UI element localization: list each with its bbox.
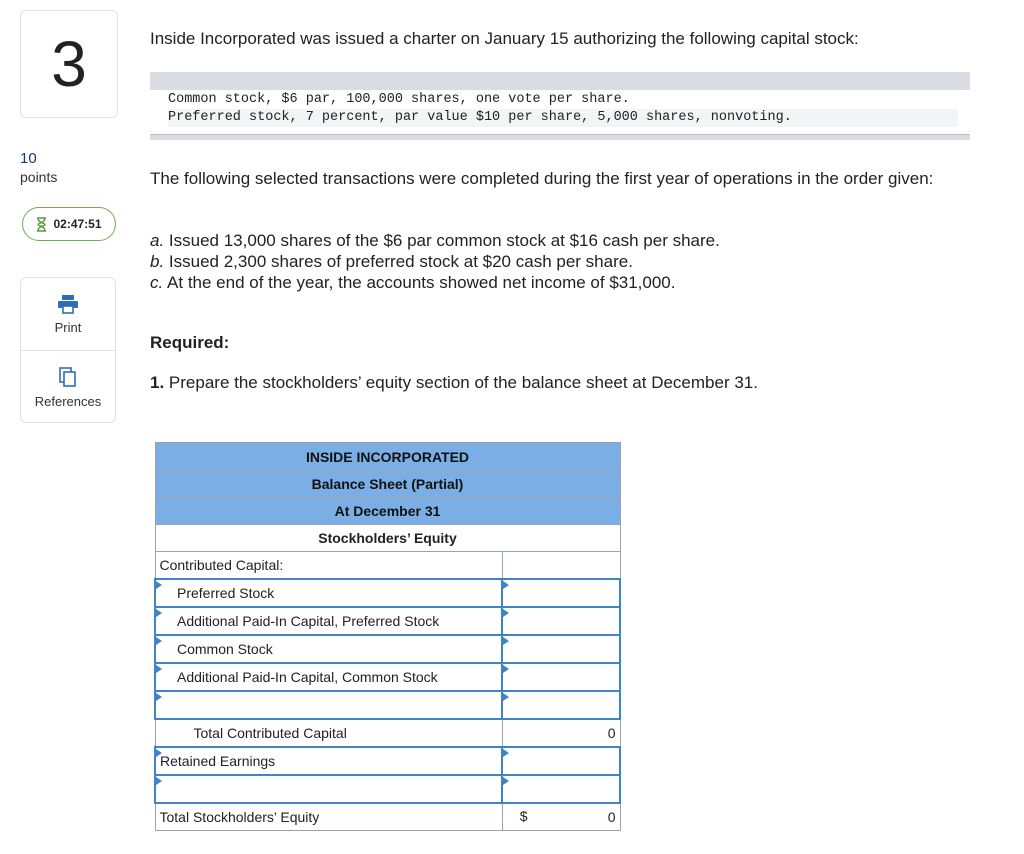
selected-transactions-intro: The following selected transactions were completed during the first year of operations in the order given: <box>150 169 934 188</box>
tools-panel <box>20 277 116 423</box>
stock-line-2: Preferred stock, 7 percent, par value $10 per share, 5,000 shares, nonvoting. <box>168 109 958 127</box>
stock-line-1: Common stock, $6 par, 100,000 shares, one vote per share. <box>168 92 630 107</box>
row-value-input[interactable] <box>502 775 620 803</box>
question-number: 3 <box>20 10 118 118</box>
total-equity-cell <box>502 803 620 831</box>
total-contributed-row <box>155 719 620 747</box>
contributed-capital-label: Contributed Capital: <box>155 552 502 580</box>
total-equity-value: 0 <box>607 809 616 825</box>
sheet-company: INSIDE INCORPORATED <box>155 443 620 471</box>
row-value-input[interactable] <box>502 635 620 663</box>
points-info <box>20 150 57 186</box>
row-label-input[interactable]: Preferred Stock <box>155 579 502 607</box>
references-label: References <box>34 393 102 409</box>
row-value-input[interactable] <box>502 663 620 691</box>
points-value: 10 <box>20 150 37 167</box>
currency-symbol: $ <box>519 808 528 824</box>
total-equity-label: Total Stockholders’ Equity <box>155 803 502 831</box>
table-row <box>155 579 620 607</box>
table-row <box>155 635 620 663</box>
row-label-input[interactable] <box>155 775 502 803</box>
references-button[interactable] <box>21 350 115 423</box>
retained-earnings-label-input[interactable]: Retained Earnings <box>155 747 502 775</box>
points-label: points <box>20 169 58 185</box>
timer[interactable] <box>22 207 116 241</box>
sheet-section: Stockholders’ Equity <box>155 525 620 552</box>
row-label-input[interactable]: Additional Paid-In Capital, Preferred Stock <box>155 607 502 635</box>
table-row <box>155 691 620 719</box>
capital-stock-text <box>168 91 958 127</box>
row-value-input[interactable] <box>502 691 620 719</box>
transaction-item: b. Issued 2,300 shares of preferred stock at $20 cash per share. <box>150 252 633 271</box>
row-label-input[interactable] <box>155 691 502 719</box>
problem-intro: Inside Incorporated was issued a charter on January 15 authorizing the following capital stock: <box>150 29 859 48</box>
contributed-capital-value <box>502 552 620 580</box>
required-heading: Required: <box>150 333 230 352</box>
print-button[interactable] <box>21 278 115 350</box>
references-icon <box>58 366 78 388</box>
transaction-item: a. Issued 13,000 shares of the $6 par common stock at $16 cash per share. <box>150 231 720 250</box>
row-label-input[interactable]: Common Stock <box>155 635 502 663</box>
row-value-input[interactable] <box>502 607 620 635</box>
balance-sheet-table <box>154 442 621 831</box>
requirement-1: 1. Prepare the stockholders’ equity section of the balance sheet at December 31. <box>150 373 758 392</box>
transactions-list <box>150 230 720 293</box>
table-row <box>155 775 620 803</box>
box-top-bar <box>150 72 970 90</box>
retained-earnings-value-input[interactable] <box>502 747 620 775</box>
retained-earnings-row <box>155 747 620 775</box>
sheet-date: At December 31 <box>155 498 620 525</box>
row-label-input[interactable]: Additional Paid-In Capital, Common Stock <box>155 663 502 691</box>
total-contributed-value: 0 <box>502 719 620 747</box>
capital-stock-box <box>150 72 970 140</box>
total-contributed-label: Total Contributed Capital <box>155 719 502 747</box>
total-equity-row <box>155 803 620 831</box>
row-value-input[interactable] <box>502 579 620 607</box>
hourglass-icon <box>36 217 47 232</box>
printer-icon <box>57 294 79 314</box>
sheet-title: Balance Sheet (Partial) <box>155 471 620 498</box>
table-row <box>155 607 620 635</box>
print-label: Print <box>54 319 82 335</box>
transaction-item: c. At the end of the year, the accounts showed net income of $31,000. <box>150 273 676 292</box>
timer-value: 02:47:51 <box>53 217 102 231</box>
box-bottom-bar <box>150 134 970 140</box>
table-row <box>155 663 620 691</box>
